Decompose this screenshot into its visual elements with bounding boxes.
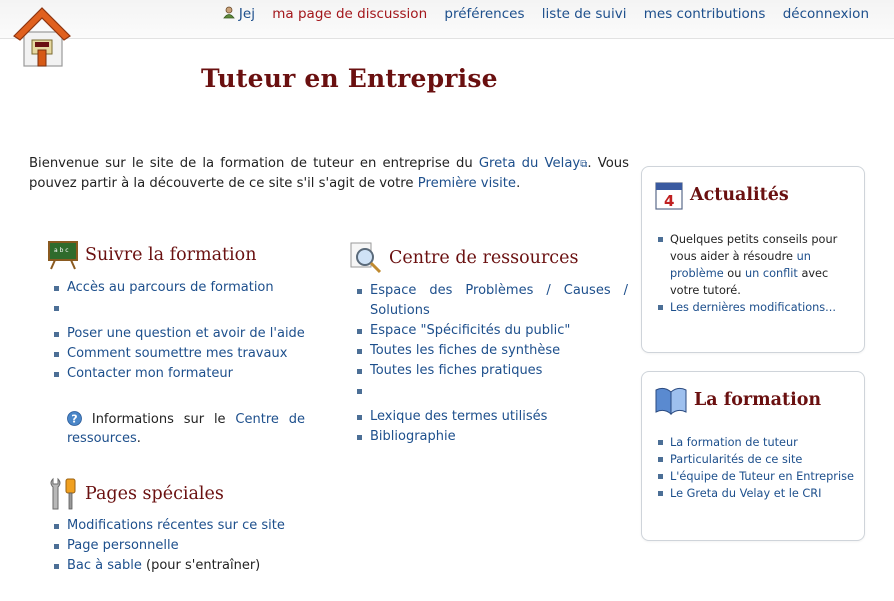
list-item (53, 324, 313, 344)
problemes-link[interactable]: Espace des Problèmes / Causes / Solutions (370, 283, 628, 318)
tools-icon (47, 477, 79, 511)
soumettre-link[interactable]: Comment soumettre mes travaux (67, 346, 288, 361)
premiere-visite-link[interactable]: Première visite (417, 176, 517, 191)
talk-page-link[interactable]: ma page de discussion (272, 6, 428, 22)
calendar-icon (654, 179, 684, 211)
formation-heading (654, 384, 821, 416)
page-personnelle-link[interactable]: Page personnelle (67, 538, 179, 553)
lexique-link[interactable]: Lexique des termes utilisés (370, 409, 548, 424)
svg-text:a b c: a b c (54, 247, 69, 254)
blackboard-icon (47, 240, 79, 270)
intro-paragraph: Bienvenue sur le site de la formation de tuteur en entreprise du Greta du Velay⧉. Vous pouvez partir à la découverte de ce site s'il s'agit de votre Première visite. (29, 156, 629, 191)
list-item (53, 364, 313, 384)
list-item (356, 321, 628, 341)
speciales-heading (47, 477, 224, 511)
list-item (356, 361, 628, 381)
speciales-list (53, 516, 323, 576)
user-icon (223, 6, 235, 19)
personal-toolbar (0, 0, 894, 39)
un-conflit-link[interactable]: un conflit (744, 267, 798, 280)
list-item (356, 407, 628, 427)
suivre-list (53, 278, 313, 384)
list-item (656, 451, 856, 468)
magnifier-icon (349, 241, 383, 275)
preferences-link[interactable]: préférences (444, 6, 525, 22)
home-logo[interactable] (12, 4, 72, 68)
contacter-link[interactable]: Contacter mon formateur (67, 366, 233, 381)
formation-title: La formation (694, 390, 822, 410)
list-item (656, 434, 856, 451)
fiches-pratiques-link[interactable]: Toutes les fiches pratiques (370, 363, 543, 378)
list-item (656, 299, 856, 316)
un-probleme-link[interactable]: un problème (670, 250, 811, 280)
list-item: Bac à sable (pour s'entraîner) (53, 556, 323, 576)
house-icon (12, 4, 72, 68)
bibliographie-link[interactable]: Bibliographie (370, 429, 456, 444)
list-item (356, 281, 628, 321)
particularites-link[interactable]: Particularités de ce site (670, 453, 803, 466)
list-item (656, 468, 856, 485)
formation-tuteur-link[interactable]: La formation de tuteur (670, 436, 798, 449)
list-item: Quelques petits conseils pour vous aider à résoudre un problème ou un conflit avec votre tutoré. (656, 231, 856, 299)
bac-a-sable-link[interactable]: Bac à sable (67, 558, 142, 573)
suivre-title: Suivre la formation (85, 245, 257, 265)
list-item (53, 278, 313, 298)
help-icon (67, 411, 82, 426)
centre-ressources-link[interactable]: Centre de ressources (67, 412, 305, 446)
speciales-title: Pages spéciales (85, 484, 224, 504)
centre-heading (349, 241, 578, 275)
actualites-heading (654, 179, 789, 211)
suivre-heading (47, 240, 256, 270)
svg-text:?: ? (71, 412, 78, 426)
contributions-link[interactable]: mes contributions (643, 6, 766, 22)
dernieres-modifications-link[interactable]: Les dernières modifications... (670, 301, 836, 314)
actualites-list (656, 231, 856, 316)
list-item (356, 427, 628, 447)
greta-link[interactable]: Greta du Velay (478, 156, 581, 171)
book-icon (654, 384, 688, 416)
modifications-recentes-link[interactable]: Modifications récentes sur ce site (67, 518, 285, 533)
external-link-icon: ⧉ (580, 159, 588, 170)
logout-link[interactable]: déconnexion (782, 6, 869, 22)
personal-links (223, 6, 869, 22)
parcours-link[interactable]: Accès au parcours de formation (67, 280, 274, 295)
calendar-day: 4 (664, 192, 675, 210)
list-item (656, 485, 856, 502)
list-item (356, 341, 628, 361)
question-link[interactable]: Poser une question et avoir de l'aide (67, 326, 305, 341)
page-title: Tuteur en Entreprise (201, 64, 498, 93)
actualites-title: Actualités (690, 185, 789, 205)
user-page-link[interactable]: Jej (238, 6, 255, 22)
fiches-synthese-link[interactable]: Toutes les fiches de synthèse (370, 343, 561, 358)
actualites-box (641, 166, 865, 353)
list-item (53, 344, 313, 364)
greta-cri-link[interactable]: Le Greta du Velay et le CRI (670, 487, 822, 500)
watchlist-link[interactable]: liste de suivi (541, 6, 627, 22)
specificites-link[interactable]: Espace "Spécificités du public" (370, 323, 571, 338)
info-note: ? Informations sur le Centre de ressources. (67, 412, 305, 446)
centre-title: Centre de ressources (389, 248, 579, 268)
equipe-link[interactable]: L'équipe de Tuteur en Entreprise (670, 470, 854, 483)
formation-box (641, 371, 865, 541)
list-item (53, 536, 323, 556)
centre-list (356, 281, 628, 447)
list-item (53, 516, 323, 536)
formation-list (656, 434, 856, 502)
